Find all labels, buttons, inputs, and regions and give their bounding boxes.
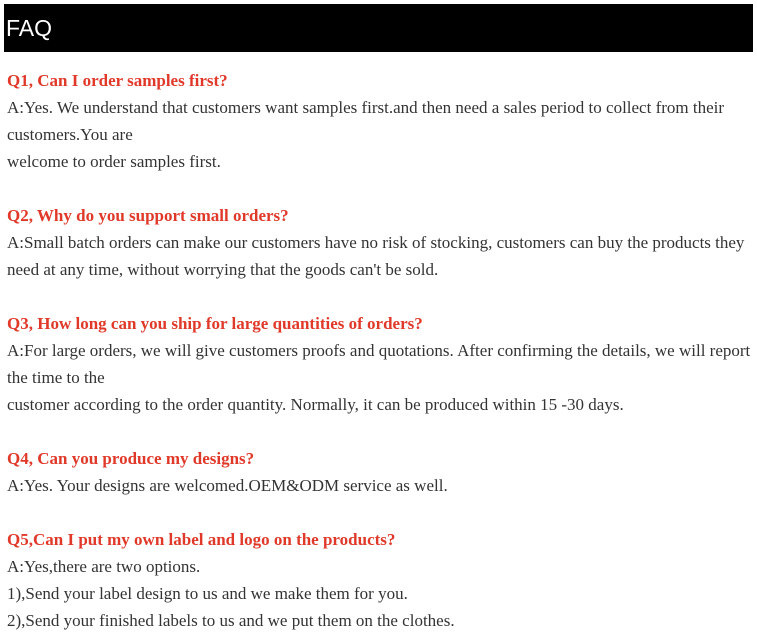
faq-question: Q2, Why do you support small orders? <box>7 206 289 225</box>
faq-question: Q1, Can I order samples first? <box>7 71 228 90</box>
faq-header <box>4 4 753 52</box>
faq-item-1 <box>7 67 755 175</box>
page-title: FAQ <box>6 15 53 41</box>
faq-answer-line: A:Small batch orders can make our customers have no risk of stocking, customers can buy the products they need at any time, without worrying that the goods can't be sold. <box>7 233 745 279</box>
faq-answer-line: customer according to the order quantity. Normally, it can be produced within 15 -30 days. <box>7 395 624 414</box>
faq-question: Q5,Can I put my own label and logo on the products? <box>7 530 396 549</box>
faq-item-3 <box>7 310 755 418</box>
faq-answer-line: welcome to order samples first. <box>7 152 221 171</box>
faq-answer-line: 1),Send your label design to us and we make them for you. <box>7 584 408 603</box>
faq-answer-line: A:For large orders, we will give customers proofs and quotations. After confirming the details, we will report the time to the <box>7 341 751 387</box>
faq-answer-line: 2),Send your finished labels to us and we put them on the clothes. <box>7 611 455 630</box>
faq-question: Q3, How long can you ship for large quantities of orders? <box>7 314 423 333</box>
faq-answer-line: A:Yes. We understand that customers want samples first.and then need a sales period to collect from their customers.You are <box>7 98 725 144</box>
faq-item-5 <box>7 526 755 634</box>
faq-answer-line: A:Yes,there are two options. <box>7 557 201 576</box>
faq-item-2 <box>7 202 755 283</box>
faq-item-4 <box>7 445 755 499</box>
faq-list <box>7 67 755 634</box>
faq-question: Q4, Can you produce my designs? <box>7 449 255 468</box>
faq-answer-line: A:Yes. Your designs are welcomed.OEM&ODM service as well. <box>7 476 448 495</box>
